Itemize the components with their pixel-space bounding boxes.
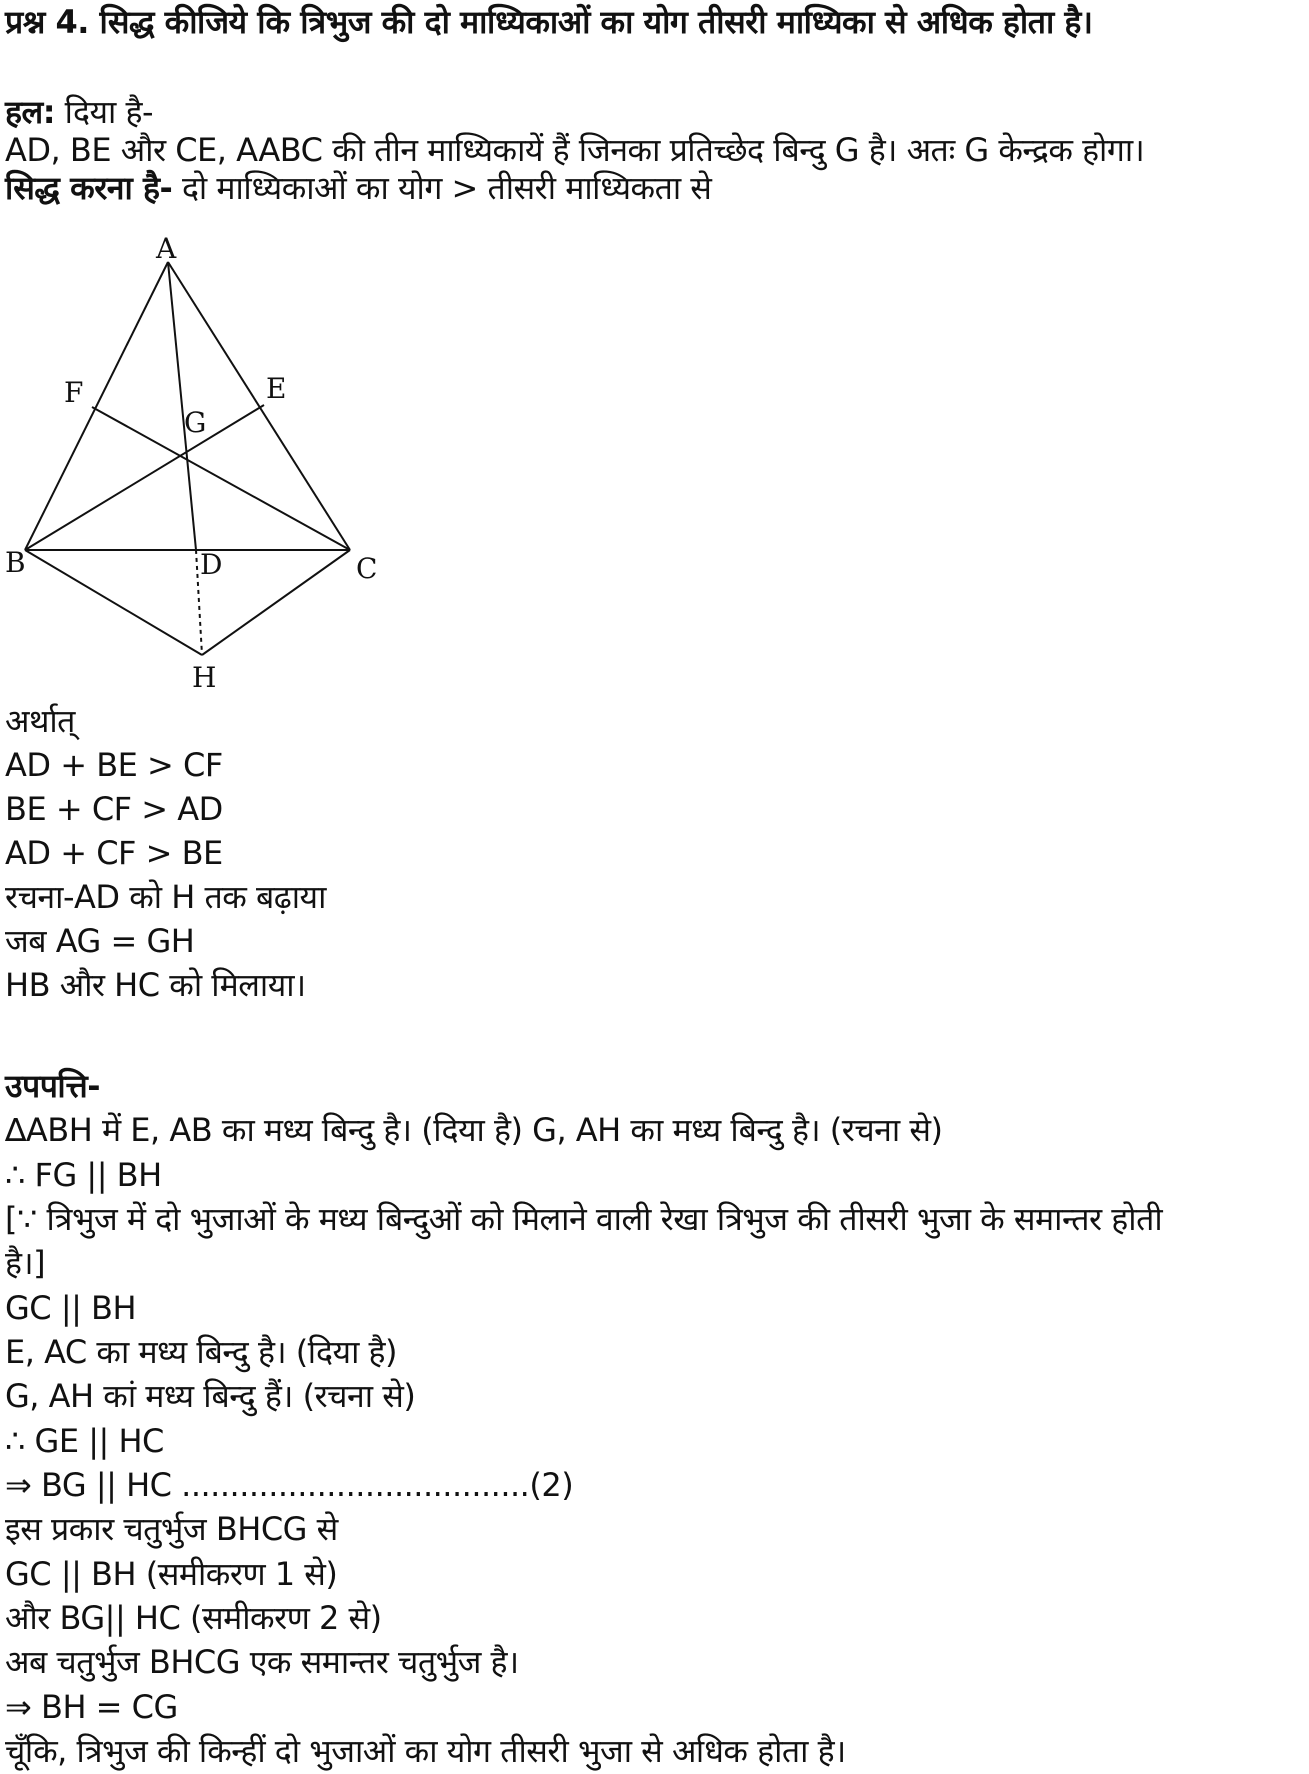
triangle-median-figure: [0, 232, 400, 692]
proof-line: GC || BH (समीकरण 1 से): [5, 1555, 338, 1593]
label-d: D: [200, 548, 223, 581]
proof-line: ⇒ BH = CG: [5, 1688, 178, 1726]
proof-line: इस प्रकार चतुर्भुज BHCG से: [5, 1510, 338, 1548]
question-heading: प्रश्न 4. सिद्ध कीजिये कि त्रिभुज की दो माध्यिकाओं का योग तीसरी माध्यिका से अधिक होता है।: [5, 3, 1093, 41]
proof-line: चूँकि, त्रिभुज की किन्हीं दो भुजाओं का योग तीसरी भुजा से अधिक होता है।: [5, 1732, 846, 1770]
given-label: दिया है-: [55, 93, 154, 131]
statement-line: HB और HC को मिलाया।: [5, 966, 306, 1004]
to-prove-label: सिद्ध करना है-: [5, 169, 173, 207]
given-text: AD, BE और CE, AABC की तीन माध्यिकायें हैं जिनका प्रतिच्छेद बिन्दु G है। अतः G केन्द्रक होगा।: [5, 131, 1145, 169]
proof-line: GC || BH: [5, 1289, 137, 1327]
statement-line: रचना-AD को H तक बढ़ाया: [5, 878, 326, 916]
proof-line: E, AC का मध्य बिन्दु है। (दिया है): [5, 1333, 398, 1371]
proof-line: G, AH कां मध्य बिन्दु हैं। (रचना से): [5, 1377, 416, 1415]
proof-line: अब चतुर्भुज BHCG एक समान्तर चतुर्भुज है।: [5, 1643, 519, 1681]
label-f: F: [64, 376, 84, 409]
to-prove-text: दो माध्यिकाओं का योग > तीसरी माध्यिकता से: [172, 169, 712, 207]
statement-line: अर्थात्: [5, 702, 75, 740]
statement-line: BE + CF > AD: [5, 790, 223, 828]
statement-line: जब AG = GH: [5, 922, 195, 960]
proof-line: ⇒ BG || HC ....................................(2): [5, 1466, 574, 1504]
median-cf: [92, 407, 350, 550]
solution-label: हल:: [5, 93, 55, 131]
statement-line: AD + CF > BE: [5, 834, 223, 872]
proof-label: उपपत्ति-: [5, 1067, 101, 1105]
proof-line: ∆ABH में E, AB का मध्य बिन्दु है। (दिया है) G, AH का मध्य बिन्दु है। (रचना से): [5, 1111, 943, 1149]
statement-line: AD + BE > CF: [5, 746, 223, 784]
segment-bh: [25, 550, 202, 655]
label-a: A: [156, 232, 177, 265]
proof-line: और BG|| HC (समीकरण 2 से): [5, 1599, 382, 1637]
label-b: B: [5, 546, 26, 579]
proof-line: है।]: [5, 1244, 46, 1282]
label-e: E: [266, 372, 287, 405]
to-prove-line: [5, 168, 711, 208]
proof-line: ∴ GE || HC: [5, 1422, 164, 1460]
proof-line: ∴ FG || BH: [5, 1156, 162, 1194]
segment-ch: [202, 550, 350, 655]
proof-line: [∵ त्रिभुज में दो भुजाओं के मध्य बिन्दुओं को मिलाने वाली रेखा त्रिभुज की तीसरी भुजा के समान्तर होती: [5, 1200, 1163, 1238]
label-h: H: [192, 661, 217, 692]
label-g: G: [184, 406, 207, 439]
solution-given-line: [5, 92, 153, 132]
label-c: C: [356, 552, 378, 585]
